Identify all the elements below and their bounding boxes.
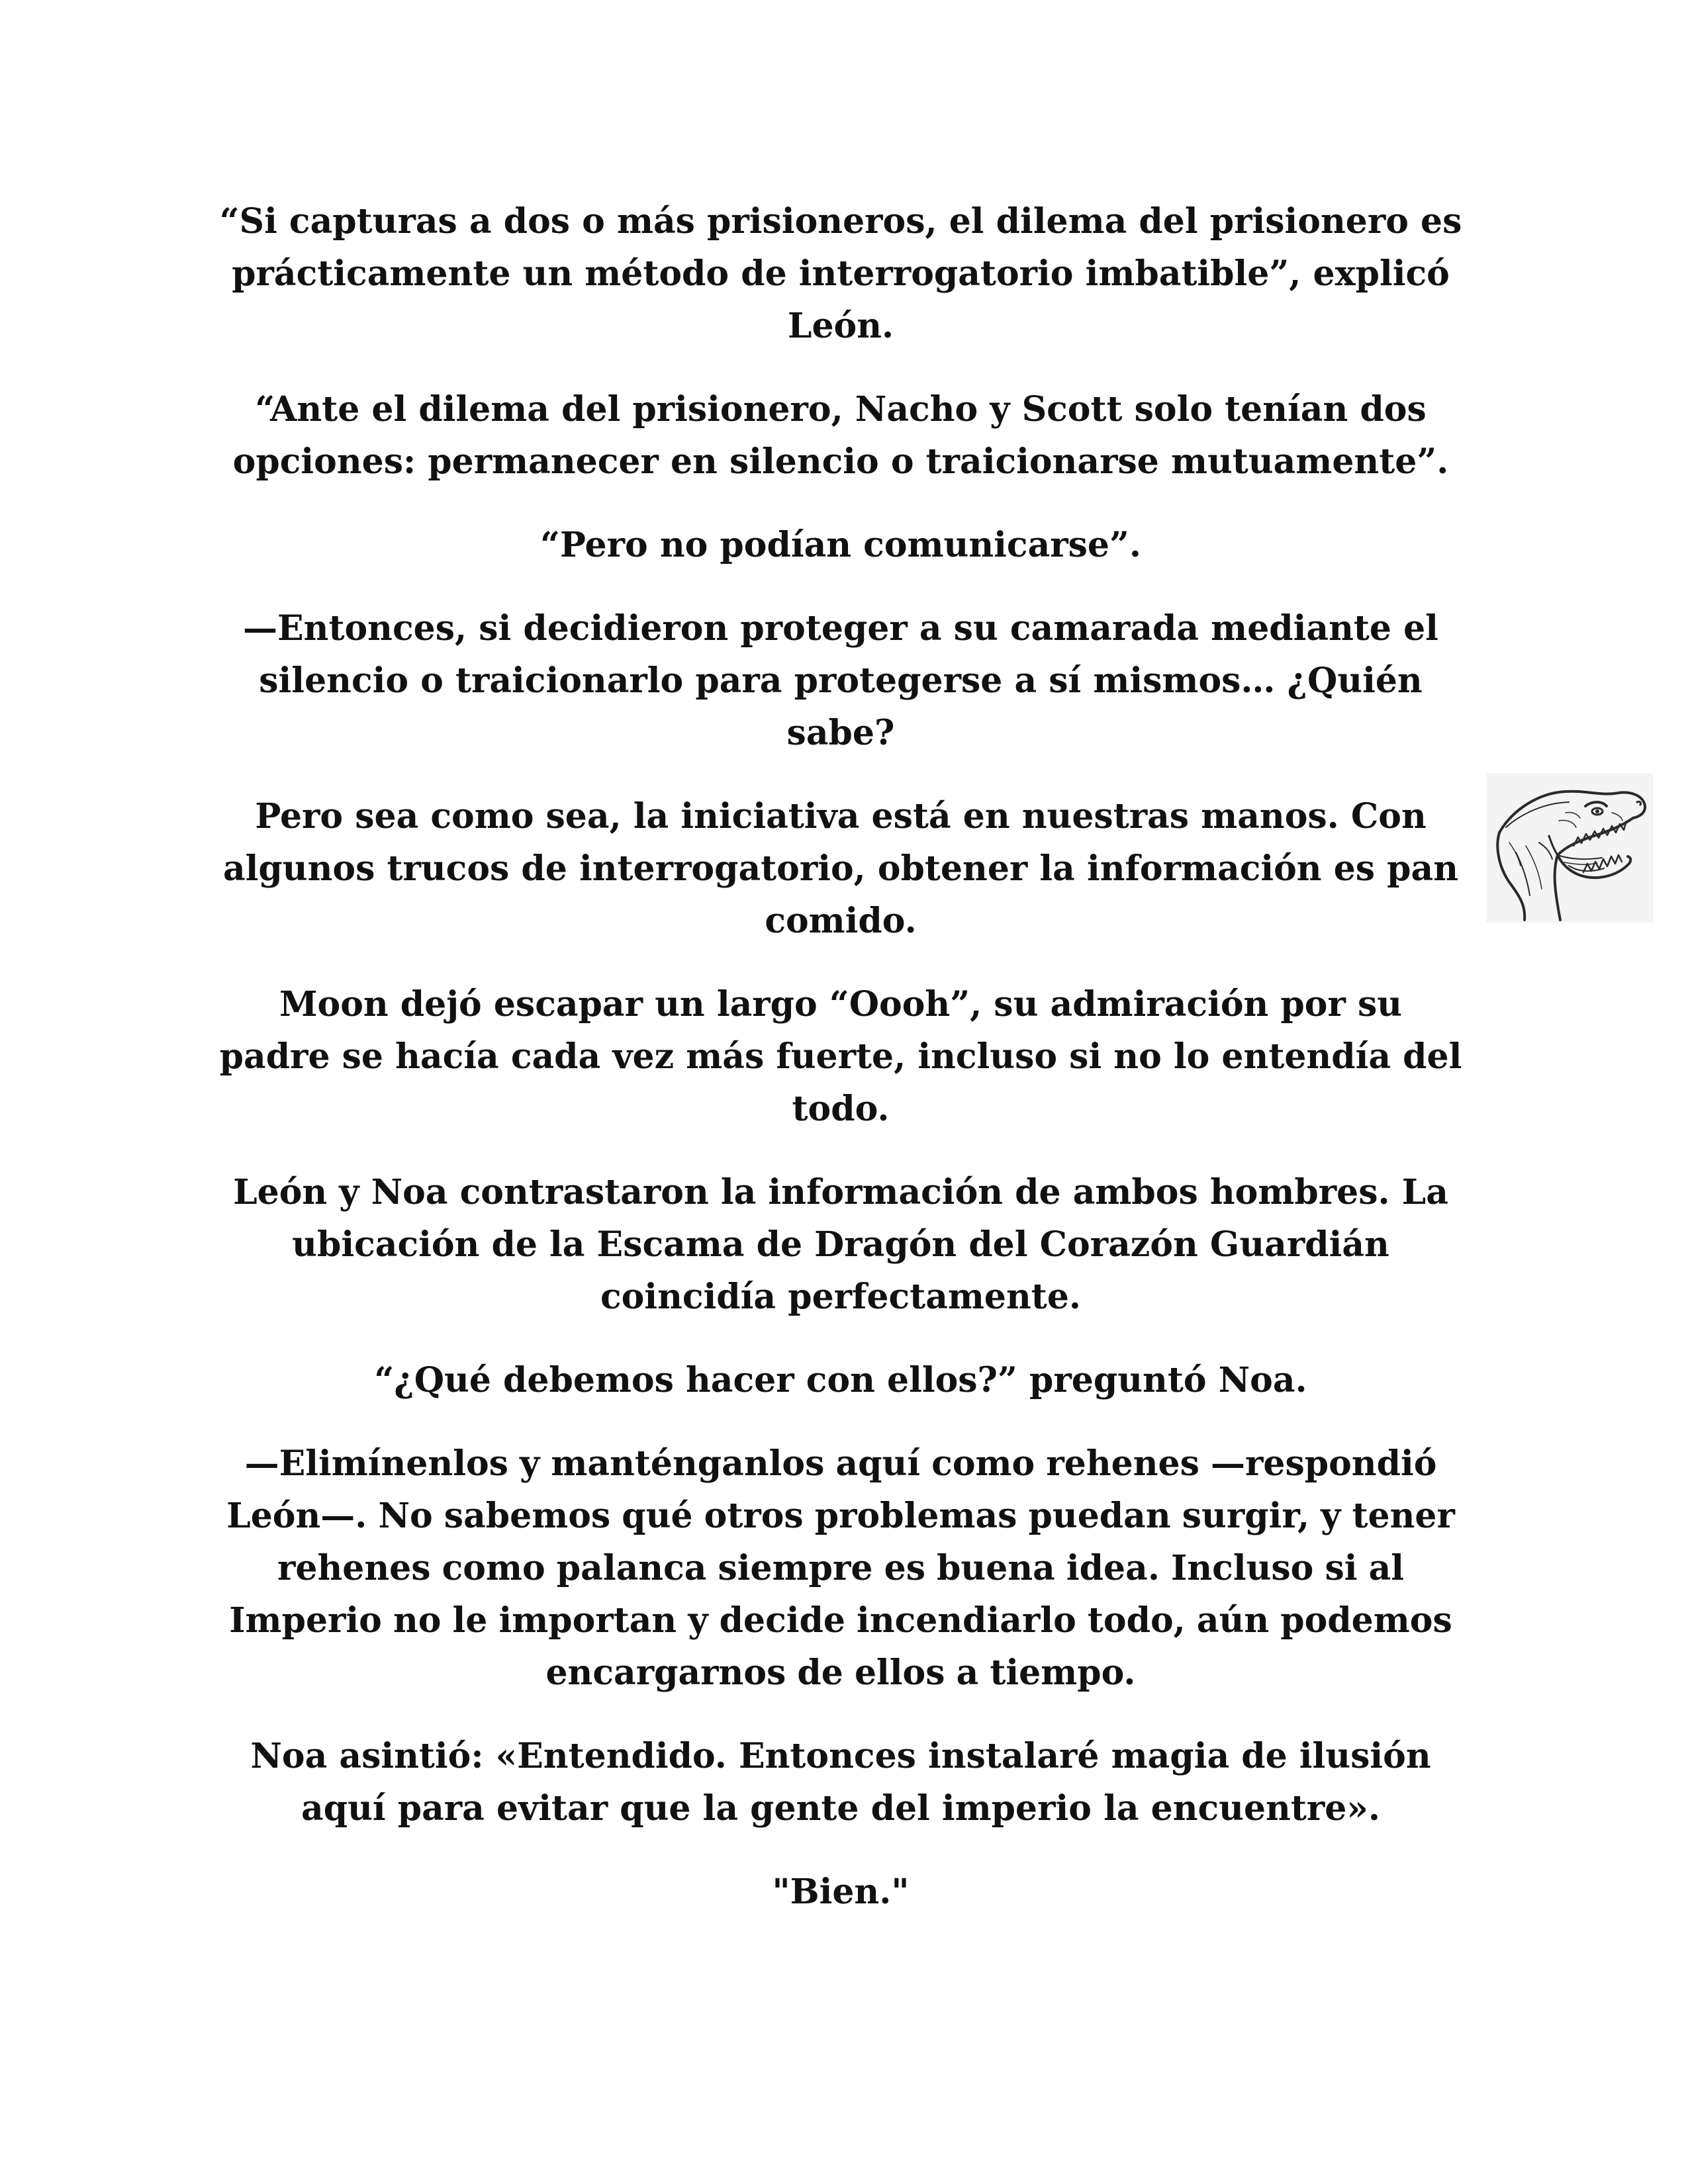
paragraph-2: “Ante el dilema del prisionero, Nacho y Scott solo tenían dos opciones: permanecer en silencio o traicionarse mutuamente”.	[232, 389, 1449, 482]
paragraph-5: Pero sea como sea, la iniciativa está en nuestras manos. Con algunos trucos de interrogatorio, obtener la información es pan comido.	[222, 796, 1459, 941]
paragraph-1: “Si capturas a dos o más prisioneros, el dilema del prisionero es prácticamente un método de interrogatorio imbatible”, explicó León.	[219, 201, 1462, 346]
paragraph-8: “¿Qué debemos hacer con ellos?” preguntó Noa.	[374, 1360, 1307, 1400]
paragraph-4: —Entonces, si decidieron proteger a su camarada mediante el silencio o traicionarlo para protegerse a sí mismos… ¿Quién sabe?	[243, 608, 1438, 753]
paragraph-6: Moon dejó escapar un largo “Oooh”, su admiración por su padre se hacía cada vez más fuerte, incluso si no lo entendía del todo.	[219, 984, 1462, 1129]
paragraph-11: "Bien."	[772, 1872, 910, 1912]
paragraph-10: Noa asintió: «Entendido. Entonces instalaré magia de ilusión aquí para evitar que la gente del imperio la encuentre».	[250, 1736, 1431, 1829]
paragraph-9: —Elimínenlos y manténganlos aquí como rehenes —respondió León—. No sabemos qué otros problemas puedan surgir, y tener rehenes como palanca siempre es buena idea. Incluso si al Imperio no le importan y decide incendiarlo todo, aún podemos encargarnos de ellos a tiempo.	[226, 1443, 1455, 1693]
dinosaur-head-sketch-icon	[1486, 773, 1653, 923]
paragraph-3: “Pero no podían comunicarse”.	[539, 525, 1142, 565]
story-text	[218, 195, 1463, 1949]
paragraph-7: León y Noa contrastaron la información de ambos hombres. La ubicación de la Escama de Dragón del Corazón Guardián coincidía perfectamente.	[233, 1172, 1448, 1317]
